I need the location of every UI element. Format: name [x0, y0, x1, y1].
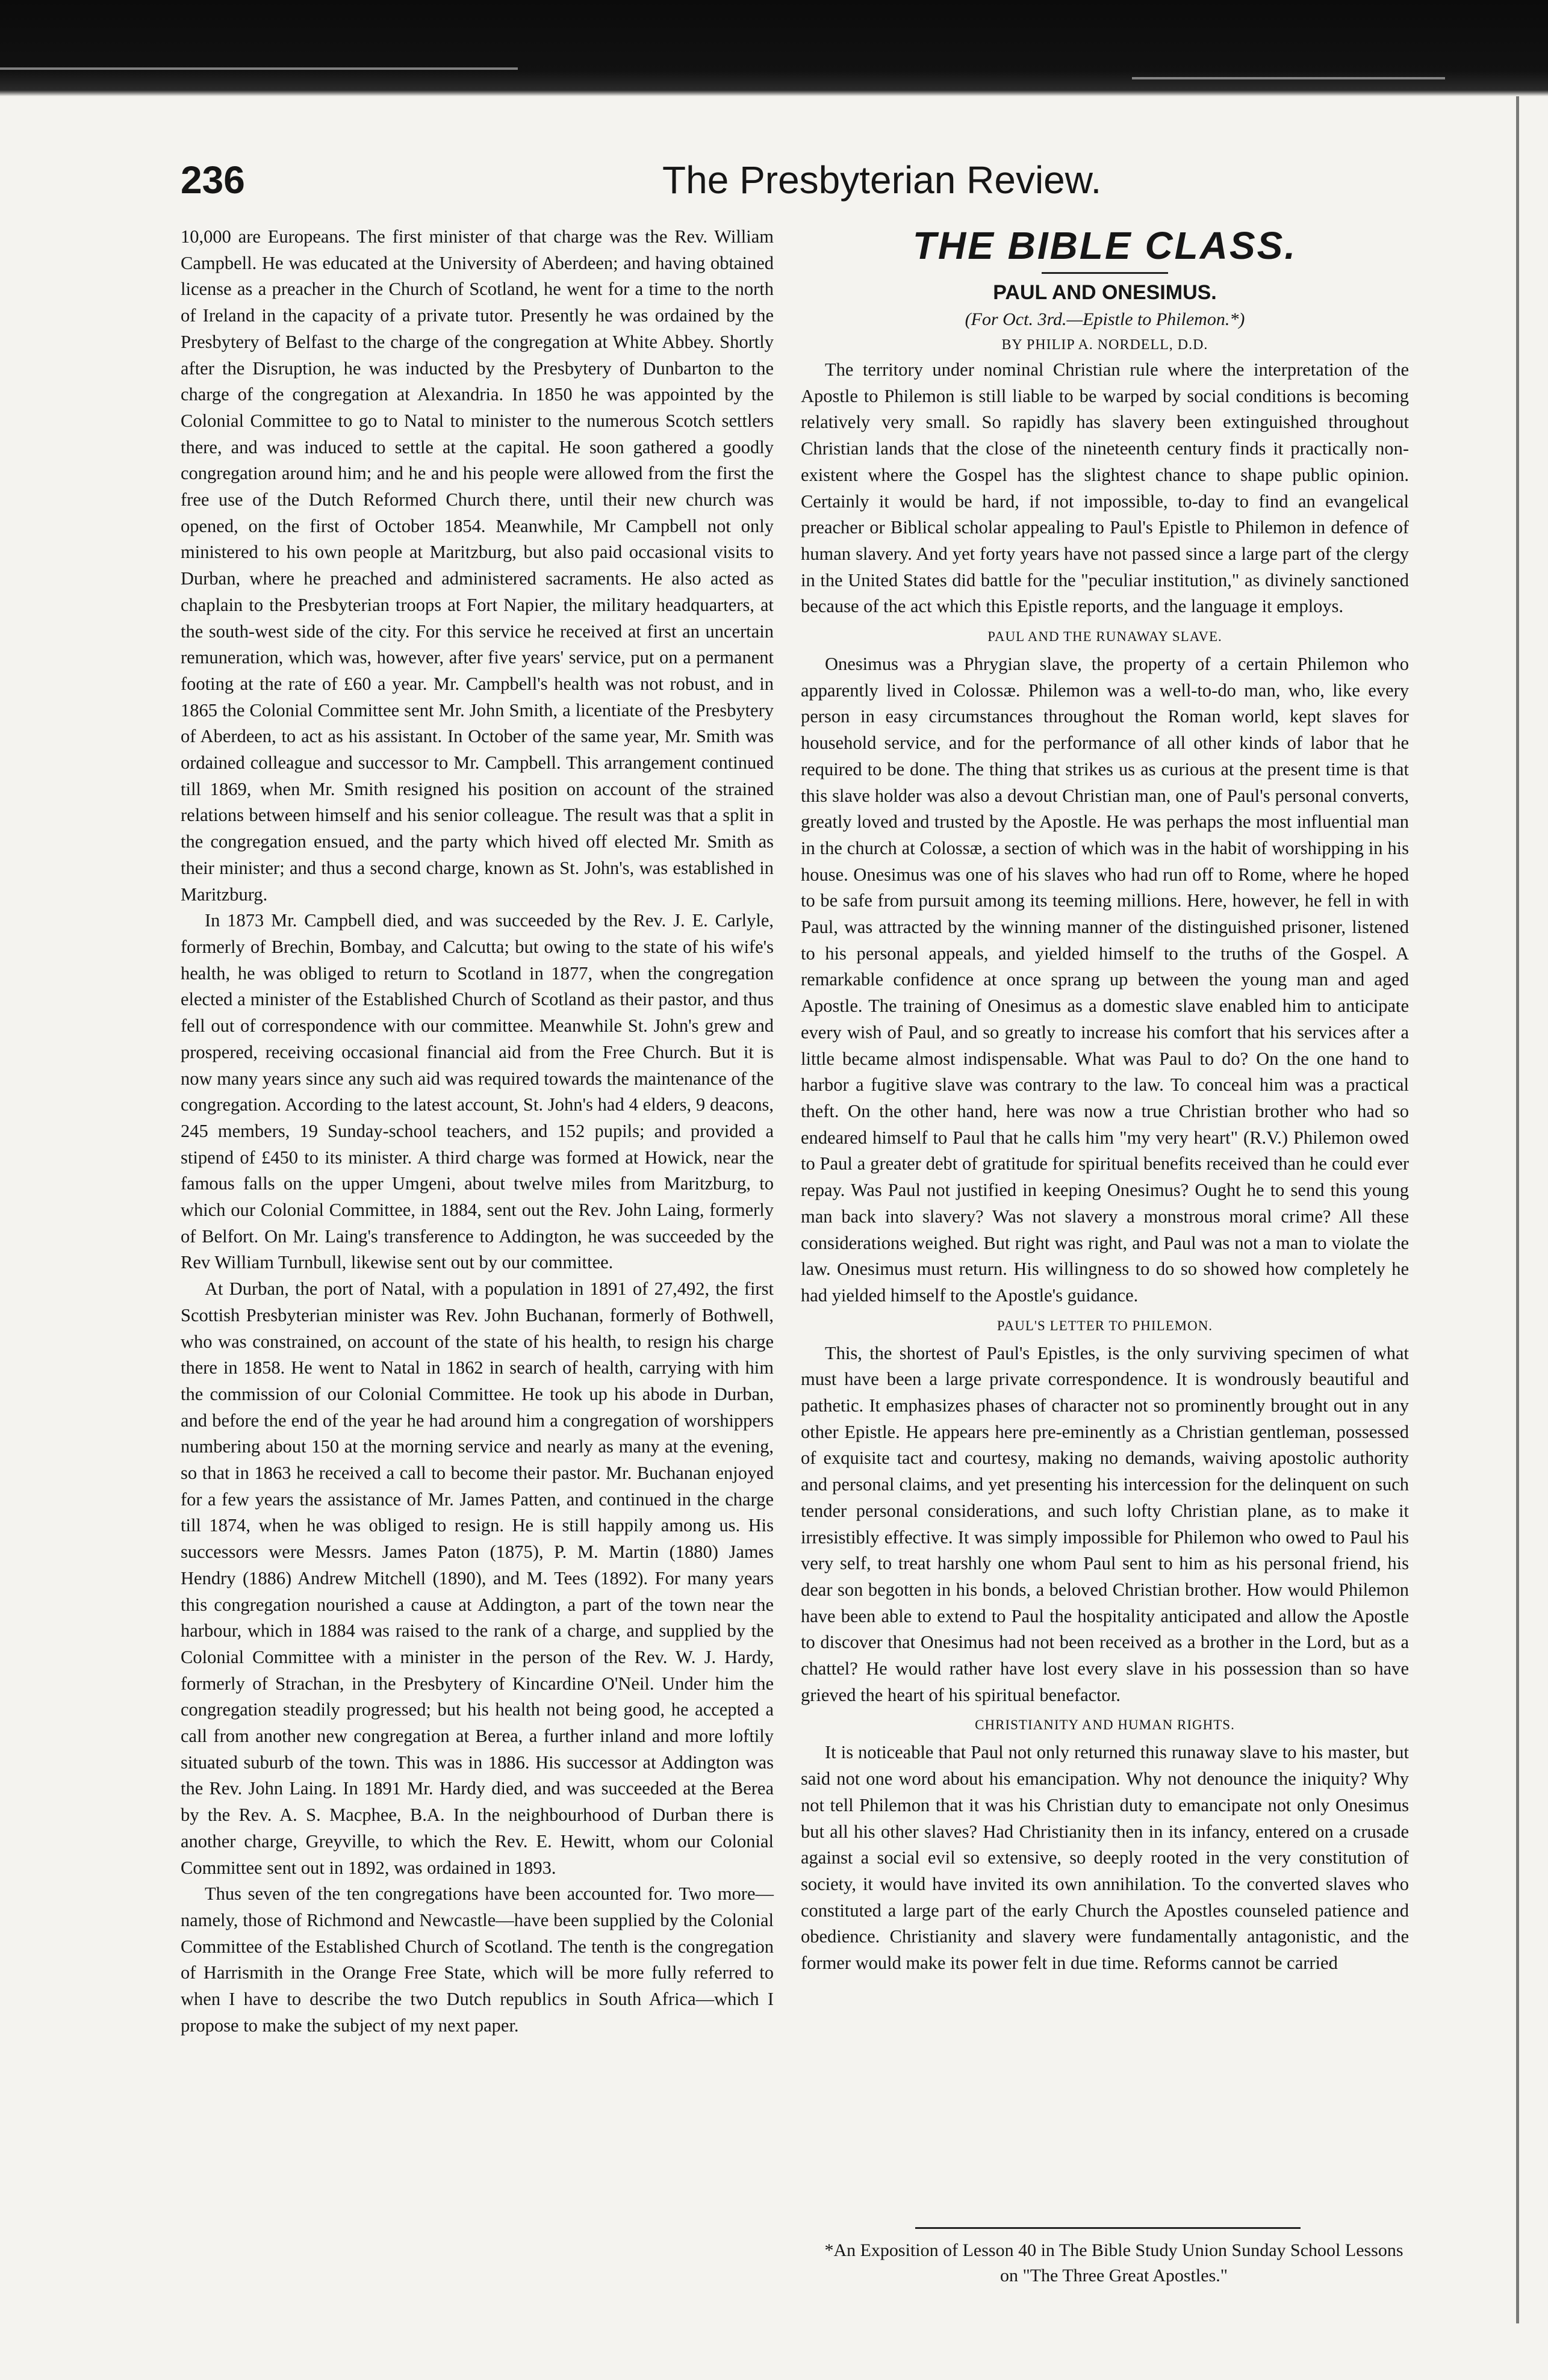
author-byline: BY PHILIP A. NORDELL, D.D. [1001, 337, 1208, 353]
paragraph: Onesimus was a Phrygian slave, the property of a certain Philemon who apparently lived in Colossæ. Philemon was a well-to-do man, who, like every person in easy circumstances throughout the Roman world, kept slaves for household service, and for the performance of all other kinds of labor that he required to be done. The thing that strikes us as curious at the present time is that this slave holder was also a devout Christian man, one of Paul's personal converts, greatly loved and trusted by the Apostle. He was perhaps the most influential man in the church at Colossæ, a section of which was in the habit of worshipping in his house. Onesimus was one of his slaves who had run off to Rome, where he hoped to be safe from pursuit among its teeming millions. Here, however, he fell in with Paul, was attracted by the winning manner of the distinguished prisoner, listened to his personal appeals, and yielded himself to the truths of the Gospel. A remarkable confidence at once sprang up between the young man and aged Apostle. The training of Onesimus as a domestic slave enabled him to anticipate every wish of Paul, and so greatly to increase his comfort that his services after a little became almost indispensable. What was Paul to do? On the one hand to harbor a fugitive slave was contrary to the law. To conceal him was a practical theft. On the other hand, here was now a true Christian brother who had so endeared himself to Paul that he calls him "my very heart" (R.V.) Philemon owed to Paul a greater debt of gratitude for spiritual benefits received than he could ever repay. Was Paul not justified in keeping Onesimus? Ought he to send this young man back into slavery? Was not slavery a monstrous moral crime? All these considerations weighed. But right was right, and Paul was not a man to violate the law. Onesimus must return. His willingness to do so showed how completely he had yielded himself to the Apostle's guidance. [801, 654, 1409, 1306]
footnote: *An Exposition of Lesson 40 in The Bible Study Union Sunday School Lessons on "The Three Great Apostles." [824, 2240, 1403, 2285]
footnote-rule [915, 2227, 1301, 2229]
paragraph: Thus seven of the ten congregations have been accounted for. Two more—namely, those of Richmond and Newcastle—have been supplied by the Colonial Committee of the Established Church of Scotland. The tenth is the congregation of Harrismith in the Orange Free State, which will be more fully referred to when I have to describe the two Dutch republics in South Africa—which I propose to make the subject of my next paper. [181, 1883, 774, 2036]
paragraph: It is noticeable that Paul not only returned this runaway slave to his master, but said not one word about his emancipation. Why not denounce the iniquity? Why not tell Philemon that it was his Christian duty to emancipate not only Onesimus but all his other slaves? Had Christianity then in its infancy, entered on a crusade against a social evil so extensive, so deeply rooted in the very constitution of society, it would have invited its own annihilation. To the converted slaves who constituted a large part of the early Church the Apostles counseled patience and obedience. Christianity and slavery were fundamentally antagonistic, and the former would make its power felt in due time. Reforms cannot be carried [801, 1742, 1409, 1974]
left-column [181, 224, 774, 2039]
paragraph: This, the shortest of Paul's Epistles, is the only surviving specimen of what must have been a large private correspondence. It is wondrously beautiful and pathetic. It emphasizes phases of character not so prominently brought out in any other Epistle. He appears here pre-eminently as a Christian gentleman, possessed of exquisite tact and courtesy, making no demands, waiving apostolic authority and personal claims, and yet presenting his intercession for the delinquent on such tender personal considerations, and such lofty Christian plane, as to make it irresistibly effective. It was simply impossible for Philemon who owed to Paul his very self, to treat harshly one whom Paul sent to him as his personal friend, his dear son begotten in his bonds, a beloved Christian brother. How would Philemon have been able to extend to Paul the hospitality anticipated and allow the Apostle to discover that Onesimus had not been received as a brother in the Lord, but as a chattel? He would rather have lost every slave in his possession than so have grieved the heart of his spiritual benefactor. [801, 1342, 1409, 1705]
lesson-reference: (For Oct. 3rd.—Epistle to Philemon.*) [965, 309, 1245, 329]
subheading: CHRISTIANITY AND HUMAN RIGHTS. [975, 1717, 1235, 1733]
subheading: PAUL'S LETTER TO PHILEMON. [996, 1318, 1213, 1333]
scan-border [0, 0, 1548, 96]
right-column [801, 224, 1409, 1977]
paragraph: In 1873 Mr. Campbell died, and was succeeded by the Rev. J. E. Carlyle, formerly of Brechin, Bombay, and Calcutta; but owing to the state of his wife's health, he was obliged to return to Scotland in 1877, when the congregation elected a minister of the Established Church of Scotland as their pastor, and thus fell out of correspondence with our committee. Meanwhile St. John's grew and prospered, receiving occasional financial aid from the Free Church. But it is now many years since any such aid was required towards the maintenance of the congregation. According to the latest account, St. John's had 4 elders, 9 deacons, 245 members, 19 Sunday-school teachers, and 152 pupils; and provided a stipend of £450 to its minister. A third charge was formed at Howick, near the famous falls on the upper Umgeni, about twelve miles from Maritzburg, to which our Colonial Committee, in 1884, sent out the Rev. John Laing, formerly of Belfort. On Mr. Laing's transference to Addington, he was succeeded by the Rev William Turnbull, likewise sent out by our committee. [181, 910, 774, 1273]
lesson-title: PAUL AND ONESIMUS. [993, 281, 1217, 304]
subheading: PAUL AND THE RUNAWAY SLAVE. [987, 629, 1222, 645]
scan-streak [0, 67, 518, 70]
paragraph: The territory under nominal Christian rule where the interpretation of the Apostle to Philemon is still liable to be warped by social conditions is becoming relatively very small. So rapidly has slavery been extinguished throughout Christian lands that the close of the nineteenth century finds it practically non-existent where the Gospel has the slightest chance to shape public opinion. Certainly it would be hard, if not impossible, to-day to find an evangelical preacher or Biblical scholar appealing to Paul's Epistle to Philemon in defence of human slavery. And yet forty years have not passed since a large part of the clergy in the United States did battle for the "peculiar institution," as divinely sanctioned because of the act which this Epistle reports, and the language it employs. [801, 359, 1409, 617]
journal-title: The Presbyterian Review. [662, 158, 1102, 202]
paragraph: At Durban, the port of Natal, with a population in 1891 of 27,492, the first Scottish Presbyterian minister was Rev. John Buchanan, formerly of Bothwell, who was constrained, on account of the state of his health, to resign his charge there in 1858. He went to Natal in 1862 in search of health, carrying with him the commission of our Colonial Committee. He took up his abode in Durban, and before the end of the year he had around him a congregation of worshippers numbering about 150 at the morning service and nearly as many at the evening, so that in 1863 he received a call to become their pastor. Mr. Buchanan enjoyed for a few years the assistance of Mr. James Patten, and continued in the charge till 1874, when he was obliged to resign. He is still happily among us. His successors were Messrs. James Paton (1875), P. M. Martin (1880) James Hendry (1886) Andrew Mitchell (1890), and M. Tees (1892). For many years this congregation nourished a cause at Addington, a part of the town near the harbour, which in 1884 was raised to the rank of a charge, and supplied by the Colonial Committee with a minister in the person of the Rev. W. J. Hardy, formerly of Strachan, in the Presbytery of Kincardine O'Neil. Under him the congregation steadily progressed; but his health not being good, he accepted a call from another new congregation at Berea, a further inland and more loftily situated suburb of the town. This was in 1886. His successor at Addington was the Rev. John Laing. In 1891 Mr. Hardy died, and was succeeded at the Berea by the Rev. A. S. Macphee, B.A. In the neighbourhood of Durban there is another charge, Greyville, to which the Rev. E. Hewitt, whom our Colonial Committee sent out in 1892, was ordained in 1893. [181, 1278, 774, 1878]
paragraph: 10,000 are Europeans. The first minister of that charge was the Rev. William Campbell. He was educated at the University of Aberdeen; and having obtained license as a preacher in the Church of Scotland, he went for a time to the north of Ireland in the capacity of a private tutor. Presently he was ordained by the Presbytery of Belfast to the charge of the congregation at White Abbey. Shortly after the Disruption, he was inducted by the Presbytery of Dunbarton to the charge of the congregation at Alexandria. In 1850 he was appointed by the Colonial Committee to go to Natal to minister to the numerous Scotch settlers there, and was induced to settle at the capital. He soon gathered a goodly congregation around him; and he and his people were allowed from the first the free use of the Dutch Reformed Church there, until their new church was opened, on the first of October 1854. Meanwhile, Mr Campbell not only ministered to his own people at Maritzburg, but also paid occasional visits to Durban, where he preached and administered sacraments. He also acted as chaplain to the Presbyterian troops at Fort Napier, the military headquarters, at the south-west side of the city. For this service he received at first an uncertain remuneration, which was, however, after five years' service, put on a permanent footing at the rate of £60 a year. Mr. Campbell's health was not robust, and in 1865 the Colonial Committee sent Mr. John Smith, a licentiate of the Presbytery of Aberdeen, to act as his assistant. In October of the same year, Mr. Smith was ordained colleague and successor to Mr. Campbell. This arrangement continued till 1869, when Mr. Smith resigned his position on account of the strained relations between himself and his senior colleague. The result was that a split in the congregation ensued, and the party which hived off elected Mr. Smith as their minister; and thus a second charge, known as St. John's, was established in Maritzburg. [181, 226, 774, 905]
section-title: THE BIBLE CLASS. [912, 224, 1298, 267]
page-header [181, 158, 1409, 212]
page-edge-line [1516, 96, 1519, 2323]
scan-streak [1132, 77, 1445, 79]
title-rule [1042, 272, 1168, 274]
page-number: 236 [181, 158, 245, 202]
